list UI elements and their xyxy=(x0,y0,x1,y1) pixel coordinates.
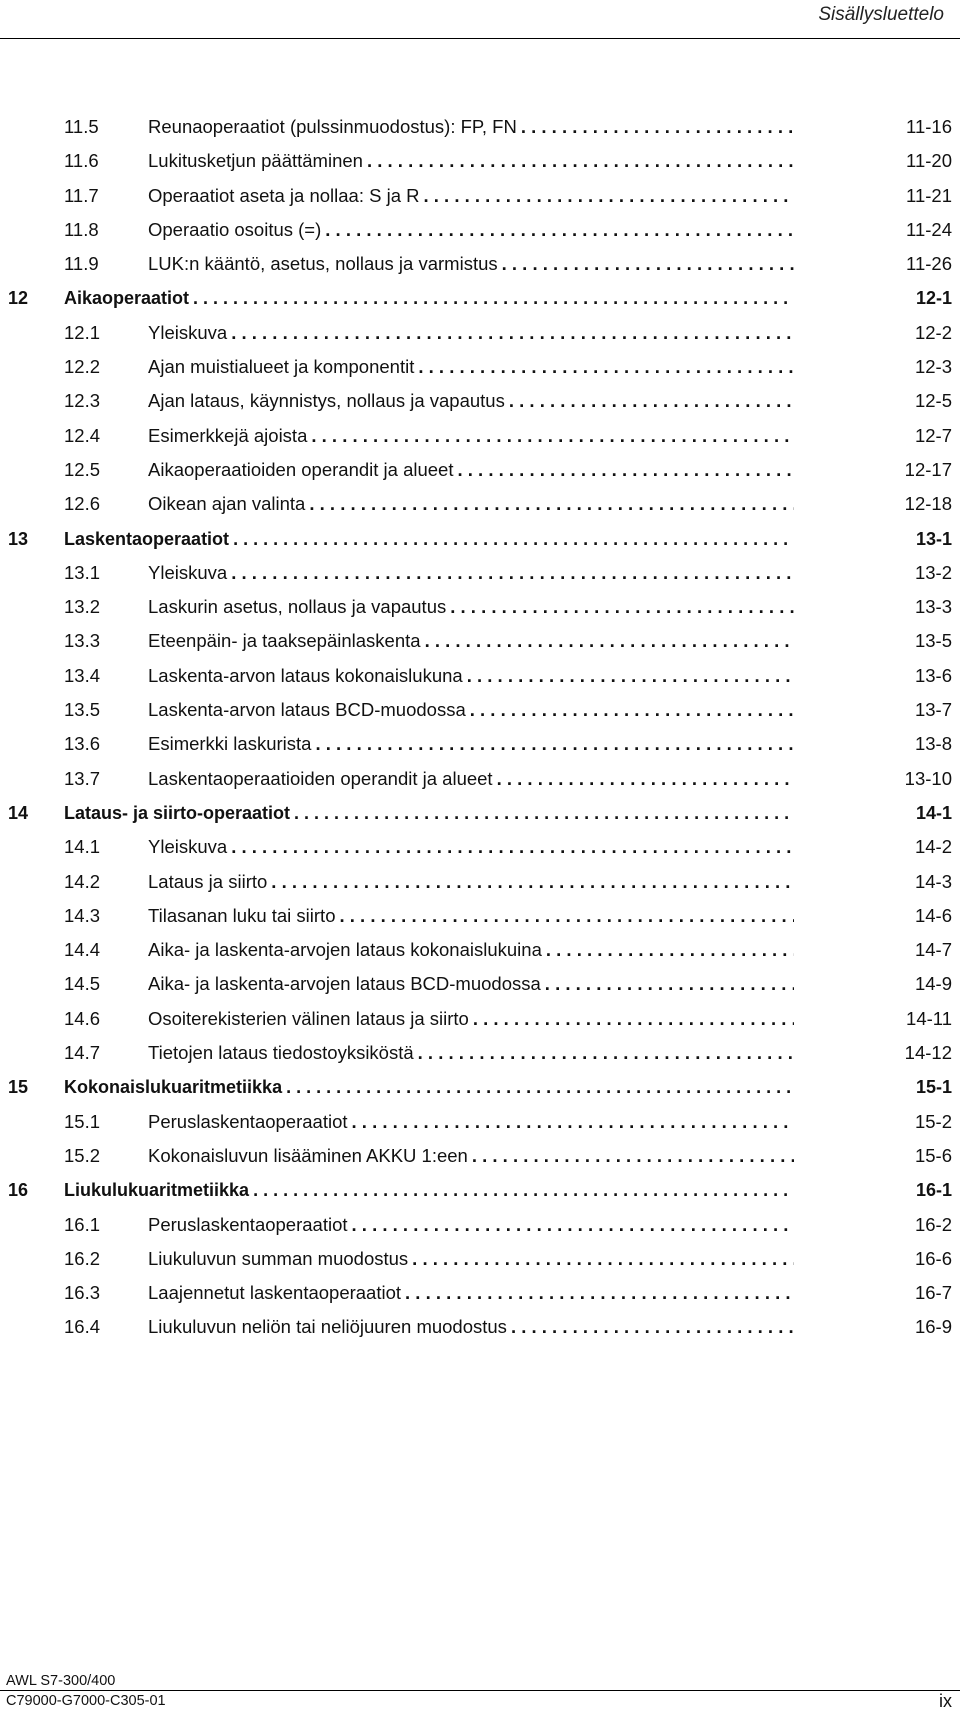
toc-section-entry[interactable] xyxy=(0,933,960,967)
toc-entry-page: 13-2 xyxy=(914,561,952,583)
toc-dot-leader xyxy=(450,590,794,624)
toc-dot-leader xyxy=(367,144,794,178)
toc-entry-number: 13.5 xyxy=(64,699,101,721)
toc-entry-title-line xyxy=(64,522,794,556)
toc-entry-title: Laskenta-arvon lataus kokonaislukuna xyxy=(148,664,463,686)
toc-entry-title-line xyxy=(148,110,794,144)
running-header-title: Sisällysluettelo xyxy=(818,4,944,25)
toc-entry-page: 14-9 xyxy=(914,973,952,995)
footer-manual-title: AWL S7-300/400 xyxy=(6,1673,116,1689)
toc-dot-leader xyxy=(339,899,794,933)
toc-entry-title: Laskentaoperaatiot xyxy=(64,528,230,549)
toc-section-entry[interactable] xyxy=(0,1242,960,1276)
toc-dot-leader xyxy=(473,1002,794,1036)
toc-entry-number: 15 xyxy=(8,1077,29,1098)
toc-entry-number: 13.6 xyxy=(64,733,101,755)
page-header xyxy=(0,0,960,44)
toc-entry-page: 14-3 xyxy=(914,870,952,892)
toc-entry-page: 13-6 xyxy=(914,664,952,686)
toc-entry-title: Kokonaislukuaritmetiikka xyxy=(64,1077,283,1098)
toc-entry-page: 16-6 xyxy=(914,1247,952,1269)
toc-entry-title-line xyxy=(148,350,794,384)
toc-section-entry[interactable] xyxy=(0,659,960,693)
toc-chapter-entry[interactable] xyxy=(0,796,960,830)
toc-entry-title-line xyxy=(148,693,794,727)
toc-entry-title: Aika- ja laskenta-arvojen lataus kokonaislukuina xyxy=(148,939,542,961)
toc-entry-number: 13.3 xyxy=(64,630,101,652)
toc-chapter-entry[interactable] xyxy=(0,1173,960,1207)
toc-entry-page: 14-7 xyxy=(914,939,952,961)
toc-dot-leader xyxy=(418,1036,794,1070)
toc-entry-title: Esimerkkejä ajoista xyxy=(148,424,308,446)
toc-dot-leader xyxy=(233,522,794,556)
header-rule xyxy=(0,38,960,39)
footer-rule xyxy=(0,1690,960,1691)
toc-dot-leader xyxy=(231,316,794,350)
toc-entry-title: LUK:n kääntö, asetus, nollaus ja varmistus xyxy=(148,253,498,275)
toc-entry-title-line xyxy=(148,624,794,658)
toc-dot-leader xyxy=(457,453,794,487)
toc-entry-title: Aikaoperaatioiden operandit ja alueet xyxy=(148,458,454,480)
toc-entry-page: 12-3 xyxy=(914,356,952,378)
toc-entry-title: Liukuluvun neliön tai neliöjuuren muodostus xyxy=(148,1316,507,1338)
toc-entry-page: 14-1 xyxy=(915,802,952,823)
toc-section-entry[interactable] xyxy=(0,1139,960,1173)
table-of-contents xyxy=(0,110,960,1345)
toc-entry-number: 13.4 xyxy=(64,664,101,686)
toc-entry-title-line xyxy=(148,487,794,521)
toc-entry-title-line xyxy=(64,1173,794,1207)
toc-entry-title-line xyxy=(148,1002,794,1036)
toc-dot-leader xyxy=(311,419,794,453)
toc-entry-title-line xyxy=(148,1105,794,1139)
toc-entry-title-line xyxy=(148,384,794,418)
toc-entry-page: 11-16 xyxy=(906,116,952,137)
toc-entry-number: 11.9 xyxy=(64,253,99,275)
toc-entry-title-line xyxy=(148,1139,794,1173)
toc-entry-title-line xyxy=(148,247,794,281)
toc-section-entry[interactable] xyxy=(0,1105,960,1139)
toc-entry-page: 11-26 xyxy=(906,253,952,275)
toc-entry-page: 13-3 xyxy=(914,596,952,618)
toc-dot-leader xyxy=(271,865,794,899)
toc-entry-title: Yleiskuva xyxy=(148,561,228,583)
toc-entry-title-line xyxy=(64,1070,794,1104)
toc-entry-number: 15.2 xyxy=(64,1144,101,1166)
toc-entry-number: 11.8 xyxy=(64,218,99,240)
toc-entry-title-line xyxy=(148,659,794,693)
toc-entry-page: 12-1 xyxy=(915,288,952,309)
toc-section-entry[interactable] xyxy=(0,247,960,281)
toc-entry-title-line xyxy=(148,727,794,761)
toc-entry-number: 14.6 xyxy=(64,1007,101,1029)
toc-section-entry[interactable] xyxy=(0,762,960,796)
toc-chapter-entry[interactable] xyxy=(0,1070,960,1104)
toc-entry-page: 14-6 xyxy=(914,904,952,926)
toc-entry-title-line xyxy=(148,967,794,1001)
toc-entry-number: 12.2 xyxy=(64,356,101,378)
toc-entry-title: Aika- ja laskenta-arvojen lataus BCD-muodossa xyxy=(148,973,541,995)
toc-entry-page: 13-10 xyxy=(904,767,952,789)
toc-entry-number: 15.1 xyxy=(64,1110,101,1132)
toc-entry-title: Yleiskuva xyxy=(148,836,228,858)
toc-entry-title-line xyxy=(148,556,794,590)
toc-entry-title: Oikean ajan valinta xyxy=(148,493,306,515)
toc-dot-leader xyxy=(352,1105,794,1139)
toc-dot-leader xyxy=(405,1276,794,1310)
toc-dot-leader xyxy=(424,179,795,213)
toc-entry-page: 14-12 xyxy=(904,1042,952,1064)
toc-entry-title-line xyxy=(148,1208,794,1242)
toc-entry-page: 11-21 xyxy=(906,184,952,206)
toc-section-entry[interactable] xyxy=(0,865,960,899)
toc-entry-title-line xyxy=(148,933,794,967)
toc-entry-title: Lataus- ja siirto-operaatiot xyxy=(64,802,291,823)
toc-entry-page: 16-7 xyxy=(914,1282,952,1304)
toc-entry-title-line xyxy=(148,316,794,350)
toc-section-entry[interactable] xyxy=(0,213,960,247)
toc-entry-title: Tilasanan luku tai siirto xyxy=(148,904,336,926)
toc-entry-number: 16.4 xyxy=(64,1316,101,1338)
toc-dot-leader xyxy=(509,384,794,418)
toc-entry-title-line xyxy=(64,281,794,315)
toc-entry-title-line xyxy=(148,213,794,247)
toc-dot-leader xyxy=(502,247,794,281)
toc-entry-number: 11.7 xyxy=(64,184,99,206)
toc-entry-title-line xyxy=(148,1242,794,1276)
toc-section-entry[interactable] xyxy=(0,1310,960,1344)
toc-entry-title: Ajan muistialueet ja komponentit xyxy=(148,356,415,378)
toc-entry-page: 11-20 xyxy=(906,150,952,172)
toc-dot-leader xyxy=(286,1070,794,1104)
toc-entry-page: 12-17 xyxy=(904,458,952,480)
toc-entry-number: 11.5 xyxy=(64,116,99,137)
toc-entry-title: Ajan lataus, käynnistys, nollaus ja vapautus xyxy=(148,390,505,412)
toc-entry-title: Liukuluvun summan muodostus xyxy=(148,1247,409,1269)
toc-section-entry[interactable] xyxy=(0,350,960,384)
toc-entry-number: 12.6 xyxy=(64,493,101,515)
toc-entry-number: 12.3 xyxy=(64,390,101,412)
toc-entry-page: 13-8 xyxy=(914,733,952,755)
toc-entry-number: 12.5 xyxy=(64,458,101,480)
toc-entry-page: 12-7 xyxy=(914,424,952,446)
toc-section-entry[interactable] xyxy=(0,316,960,350)
toc-entry-page: 16-2 xyxy=(914,1213,952,1235)
toc-entry-title: Liukulukuaritmetiikka xyxy=(64,1180,250,1201)
toc-entry-page: 14-11 xyxy=(906,1007,952,1029)
toc-entry-title-line xyxy=(148,830,794,864)
toc-dot-leader xyxy=(352,1208,794,1242)
toc-entry-title-line xyxy=(148,419,794,453)
toc-entry-number: 14.2 xyxy=(64,870,101,892)
toc-dot-leader xyxy=(425,624,794,658)
toc-entry-number: 16 xyxy=(8,1180,29,1201)
toc-entry-title: Laajennetut laskentaoperaatiot xyxy=(148,1282,402,1304)
toc-entry-number: 12 xyxy=(8,288,29,309)
toc-dot-leader xyxy=(472,1139,794,1173)
page-footer xyxy=(0,1673,960,1735)
toc-entry-page: 13-7 xyxy=(914,699,952,721)
toc-entry-page: 14-2 xyxy=(914,836,952,858)
toc-dot-leader xyxy=(294,796,794,830)
toc-entry-title: Reunaoperaatiot (pulssinmuodostus): FP, FN xyxy=(148,116,517,137)
toc-entry-page: 15-2 xyxy=(914,1110,952,1132)
toc-entry-page: 12-2 xyxy=(914,321,952,343)
toc-entry-title-line xyxy=(148,144,794,178)
toc-dot-leader xyxy=(511,1310,794,1344)
toc-section-entry[interactable] xyxy=(0,1002,960,1036)
toc-entry-number: 16.2 xyxy=(64,1247,101,1269)
toc-entry-title: Tietojen lataus tiedostoyksiköstä xyxy=(148,1042,414,1064)
toc-entry-page: 13-5 xyxy=(914,630,952,652)
toc-dot-leader xyxy=(470,693,794,727)
toc-dot-leader xyxy=(309,487,794,521)
toc-section-entry[interactable] xyxy=(0,1208,960,1242)
toc-entry-page: 15-1 xyxy=(915,1077,952,1098)
toc-entry-page: 16-1 xyxy=(915,1180,952,1201)
toc-entry-number: 14.3 xyxy=(64,904,101,926)
toc-entry-title: Esimerkki laskurista xyxy=(148,733,312,755)
toc-entry-title: Kokonaisluvun lisääminen AKKU 1:een xyxy=(148,1144,468,1166)
toc-section-entry[interactable] xyxy=(0,179,960,213)
toc-section-entry[interactable] xyxy=(0,556,960,590)
toc-entry-number: 14.5 xyxy=(64,973,101,995)
toc-dot-leader xyxy=(193,281,794,315)
toc-dot-leader xyxy=(231,830,794,864)
toc-dot-leader xyxy=(521,110,794,144)
toc-section-entry[interactable] xyxy=(0,1036,960,1070)
toc-dot-leader xyxy=(315,727,794,761)
toc-section-entry[interactable] xyxy=(0,727,960,761)
toc-entry-number: 16.1 xyxy=(64,1213,101,1235)
toc-entry-page: 15-6 xyxy=(914,1144,952,1166)
toc-entry-title: Osoiterekisterien välinen lataus ja siirto xyxy=(148,1007,469,1029)
toc-entry-title-line xyxy=(148,1276,794,1310)
toc-chapter-entry[interactable] xyxy=(0,281,960,315)
toc-section-entry[interactable] xyxy=(0,590,960,624)
toc-chapter-entry[interactable] xyxy=(0,522,960,556)
toc-entry-title: Operaatio osoitus (=) xyxy=(148,218,322,240)
toc-entry-title-line xyxy=(148,1036,794,1070)
toc-section-entry[interactable] xyxy=(0,110,960,144)
toc-entry-number: 13.7 xyxy=(64,767,101,789)
toc-entry-page: 13-1 xyxy=(915,528,952,549)
toc-entry-number: 13.1 xyxy=(64,561,101,583)
toc-entry-number: 14 xyxy=(8,802,29,823)
toc-dot-leader xyxy=(231,556,794,590)
toc-section-entry[interactable] xyxy=(0,899,960,933)
toc-section-entry[interactable] xyxy=(0,693,960,727)
toc-section-entry[interactable] xyxy=(0,453,960,487)
toc-entry-title: Laskenta-arvon lataus BCD-muodossa xyxy=(148,699,466,721)
toc-entry-number: 13.2 xyxy=(64,596,101,618)
toc-entry-title: Peruslaskentaoperaatiot xyxy=(148,1213,348,1235)
toc-entry-title-line xyxy=(148,590,794,624)
toc-dot-leader xyxy=(546,933,794,967)
toc-entry-number: 12.1 xyxy=(64,321,101,343)
toc-entry-title-line xyxy=(148,1310,794,1344)
toc-dot-leader xyxy=(497,762,794,796)
toc-entry-title: Laskurin asetus, nollaus ja vapautus xyxy=(148,596,447,618)
toc-entry-number: 11.6 xyxy=(64,150,99,172)
toc-entry-number: 14.1 xyxy=(64,836,101,858)
toc-dot-leader xyxy=(253,1173,794,1207)
toc-entry-title: Yleiskuva xyxy=(148,321,228,343)
toc-section-entry[interactable] xyxy=(0,144,960,178)
toc-entry-title: Eteenpäin- ja taaksepäinlaskenta xyxy=(148,630,421,652)
toc-entry-title: Lukitusketjun päättäminen xyxy=(148,150,363,172)
toc-section-entry[interactable] xyxy=(0,419,960,453)
toc-section-entry[interactable] xyxy=(0,830,960,864)
toc-entry-title: Operaatiot aseta ja nollaa: S ja R xyxy=(148,184,420,206)
toc-entry-page: 12-18 xyxy=(904,493,952,515)
toc-entry-title-line xyxy=(148,899,794,933)
toc-section-entry[interactable] xyxy=(0,624,960,658)
toc-entry-title: Lataus ja siirto xyxy=(148,870,268,892)
toc-entry-page: 11-24 xyxy=(906,218,952,240)
toc-entry-number: 14.7 xyxy=(64,1042,101,1064)
toc-entry-title-line xyxy=(148,179,794,213)
toc-dot-leader xyxy=(418,350,794,384)
toc-dot-leader xyxy=(545,967,794,1001)
toc-entry-title: Aikaoperaatiot xyxy=(64,288,190,309)
toc-entry-number: 13 xyxy=(8,528,29,549)
toc-entry-number: 12.4 xyxy=(64,424,101,446)
toc-entry-title-line xyxy=(64,796,794,830)
toc-entry-title: Peruslaskentaoperaatiot xyxy=(148,1110,348,1132)
toc-entry-page: 16-9 xyxy=(914,1316,952,1338)
toc-dot-leader xyxy=(325,213,794,247)
toc-entry-title-line xyxy=(148,865,794,899)
toc-section-entry[interactable] xyxy=(0,487,960,521)
toc-section-entry[interactable] xyxy=(0,384,960,418)
toc-entry-title-line xyxy=(148,453,794,487)
footer-page-number: ix xyxy=(939,1691,952,1711)
toc-entry-title-line xyxy=(148,762,794,796)
toc-entry-title: Laskentaoperaatioiden operandit ja alueet xyxy=(148,767,493,789)
toc-section-entry[interactable] xyxy=(0,1276,960,1310)
footer-order-number: C79000-G7000-C305-01 xyxy=(6,1693,166,1709)
toc-entry-number: 14.4 xyxy=(64,939,101,961)
toc-dot-leader xyxy=(467,659,794,693)
toc-section-entry[interactable] xyxy=(0,967,960,1001)
toc-entry-page: 12-5 xyxy=(914,390,952,412)
toc-dot-leader xyxy=(412,1242,794,1276)
toc-entry-number: 16.3 xyxy=(64,1282,101,1304)
